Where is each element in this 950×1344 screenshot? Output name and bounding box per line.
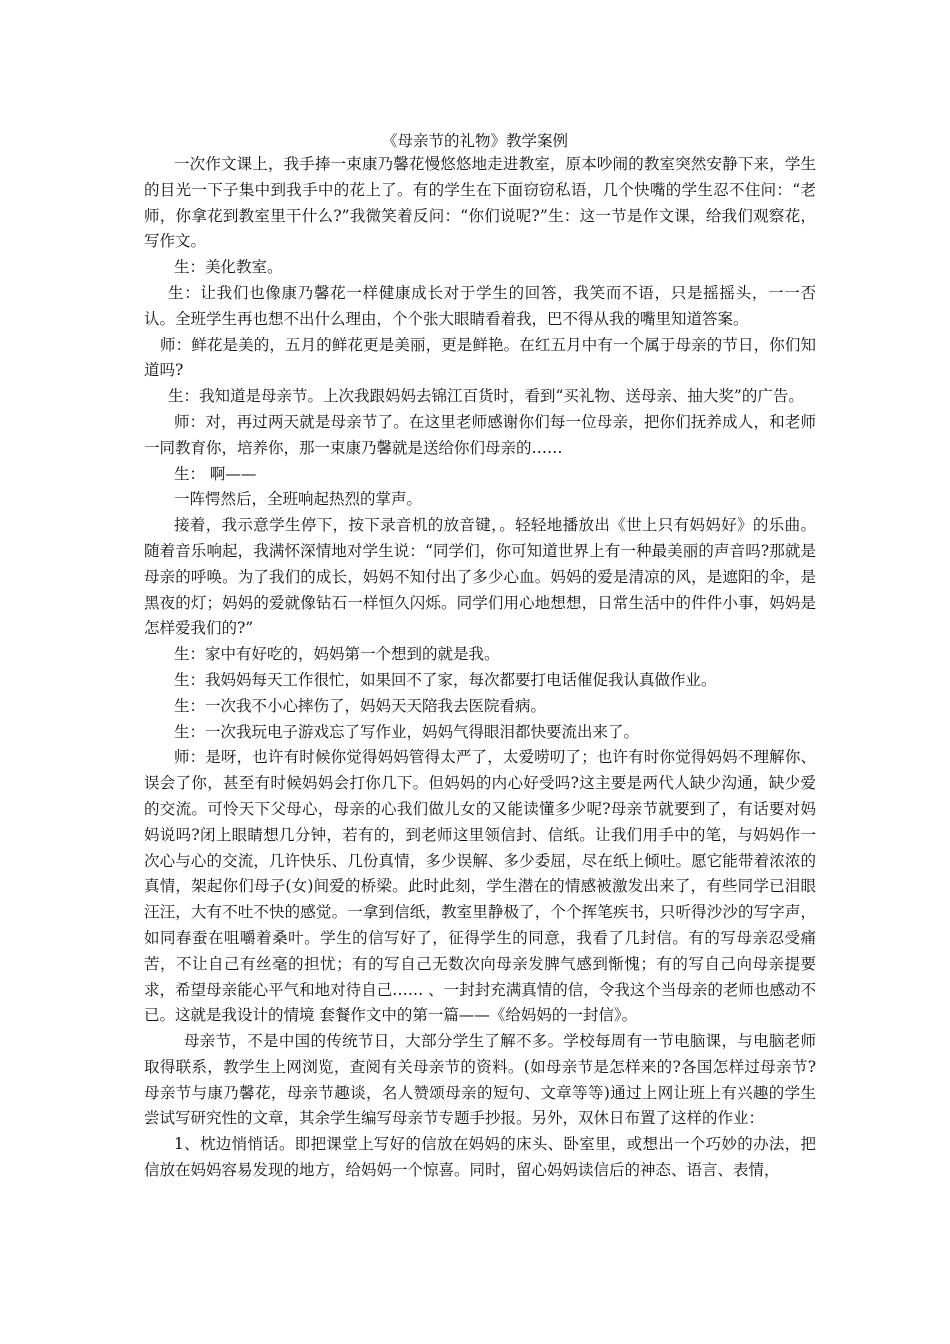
paragraph: 接着，我示意学生停下，按下录音机的放音键，。轻轻地播放出《世上只有妈妈好》的乐曲。随着音乐响起，我满怀深情地对学生说：“同学们，你可知道世界上有一种最美丽的声音吗?那就是母亲的呼唤。为了我们的成长，妈妈不知付出了多少心血。妈妈的爱是清凉的风，是遮阳的伞，是黑夜的灯；妈妈的爱就像钻石一样恒久闪烁。同学们用心地想想，日常生活中的件件小事，妈妈是怎样爱我们的?” bbox=[144, 516, 816, 638]
paragraph: 生：我知道是母亲节。上次我跟妈妈去锦江百货时，看到“买礼物、送母亲、抽大奖”的广告。 bbox=[168, 387, 804, 406]
paragraph: 生：让我们也像康乃馨花一样健康成长对于学生的回答，我笑而不语，只是摇摇头，一一否认。全班学生再也想不出什么理由，个个张大眼睛看着我，巴不得从我的嘴里知道答案。 bbox=[144, 283, 816, 328]
paragraph: 一阵愕然后，全班响起热烈的掌声。 bbox=[174, 490, 423, 509]
paragraph: 师：是呀，也许有时候你觉得妈妈管得太严了，太爱唠叨了；也许有时你觉得妈妈不理解你、误会了你，甚至有时候妈妈会打你几下。但妈妈的内心好受吗?这主要是两代人缺少沟通，缺少爱的交流。可怜天下父母心，母亲的心我们做儿女的又能读懂多少呢?母亲节就要到了，有话要对妈妈说吗?闭上眼睛想几分钟，若有的，到老师这里领信封、信纸。让我们用手中的笔，与妈妈作一次心与心的交流，几许快乐、几份真情，多少误解、多少委屈，尽在纸上倾吐。愿它能带着浓浓的真情，架起你们母子(女)间爱的桥梁。此时此刻，学生潜在的情感被激发出来了，有些同学已泪眼汪汪，大有不吐不快的感觉。一拿到信纸，教室里静极了，个个挥笔疾书，只听得沙沙的写字声，如同春蚕在咀嚼着桑叶。学生的信写好了，征得学生的同意，我看了几封信。有的写母亲忍受痛苦，不让自己有丝毫的担忧；有的写自己无数次向母亲发脾气感到惭愧；有的写自己向母亲提要求，希望母亲能心平气和地对待自己…… 、一封封充满真情的信，令我这个当母亲的老师也感动不已。这就是我设计的情境 套餐作文中的第一篇——《给妈妈的一封信》。 bbox=[144, 748, 816, 1025]
paragraph: 生： 啊—— bbox=[174, 464, 257, 483]
paragraph: 生：一次我玩电子游戏忘了写作业，妈妈气得眼泪都快要流出来了。 bbox=[174, 722, 640, 741]
paragraph: 生：家中有好吃的，妈妈第一个想到的就是我。 bbox=[174, 645, 500, 664]
paragraph: 1、枕边悄悄话。即把课堂上写好的信放在妈妈的床头、卧室里，或想出一个巧妙的办法，把信放在妈妈容易发现的地方，给妈妈一个惊喜。同时，留心妈妈读信后的神态、语言、表情， bbox=[144, 1135, 816, 1180]
paragraph: 师：对，再过两天就是母亲节了。在这里老师感谢你们每一位母亲，把你们抚养成人，和老师一同教育你，培养你，那一束康乃馨就是送给你们母亲的…… bbox=[144, 412, 816, 457]
document-body bbox=[144, 152, 816, 1184]
paragraph: 生：我妈妈每天工作很忙，如果回不了家，每次都要打电话催促我认真做作业。 bbox=[174, 670, 717, 689]
document-title: 《母亲节的礼物》教学案例 bbox=[381, 132, 568, 150]
paragraph: 母亲节，不是中国的传统节日，大部分学生了解不多。学校每周有一节电脑课，与电脑老师取得联系，教学生上网浏览，查阅有关母亲节的资料。(如母亲节是怎样来的?各国怎样过母亲节?母亲节与康乃馨花，母亲节趣谈，名人赞颂母亲的短句、文章等等)通过上网让班上有兴趣的学生尝试写研究性的文章，其余学生编写母亲节专题手抄报。另外，双休日布置了这样的作业： bbox=[144, 1032, 816, 1128]
paragraph: 一次作文课上，我手捧一束康乃馨花慢悠悠地走进教室，原本吵闹的教室突然安静下来，学生的目光一下子集中到我手中的花上了。有的学生在下面窃窃私语，几个快嘴的学生忍不住问：“老师，你拿花到教室里干什么?”我微笑着反问：“你们说呢?”生：这一节是作文课，给我们观察花，写作文。 bbox=[144, 155, 816, 251]
paragraph: 师：鲜花是美的，五月的鲜花更是美丽，更是鲜艳。在红五月中有一个属于母亲的节日，你们知道吗? bbox=[144, 335, 816, 380]
paragraph: 生：美化教室。 bbox=[174, 258, 283, 277]
paragraph: 生：一次我不小心摔伤了，妈妈天天陪我去医院看病。 bbox=[174, 696, 547, 715]
